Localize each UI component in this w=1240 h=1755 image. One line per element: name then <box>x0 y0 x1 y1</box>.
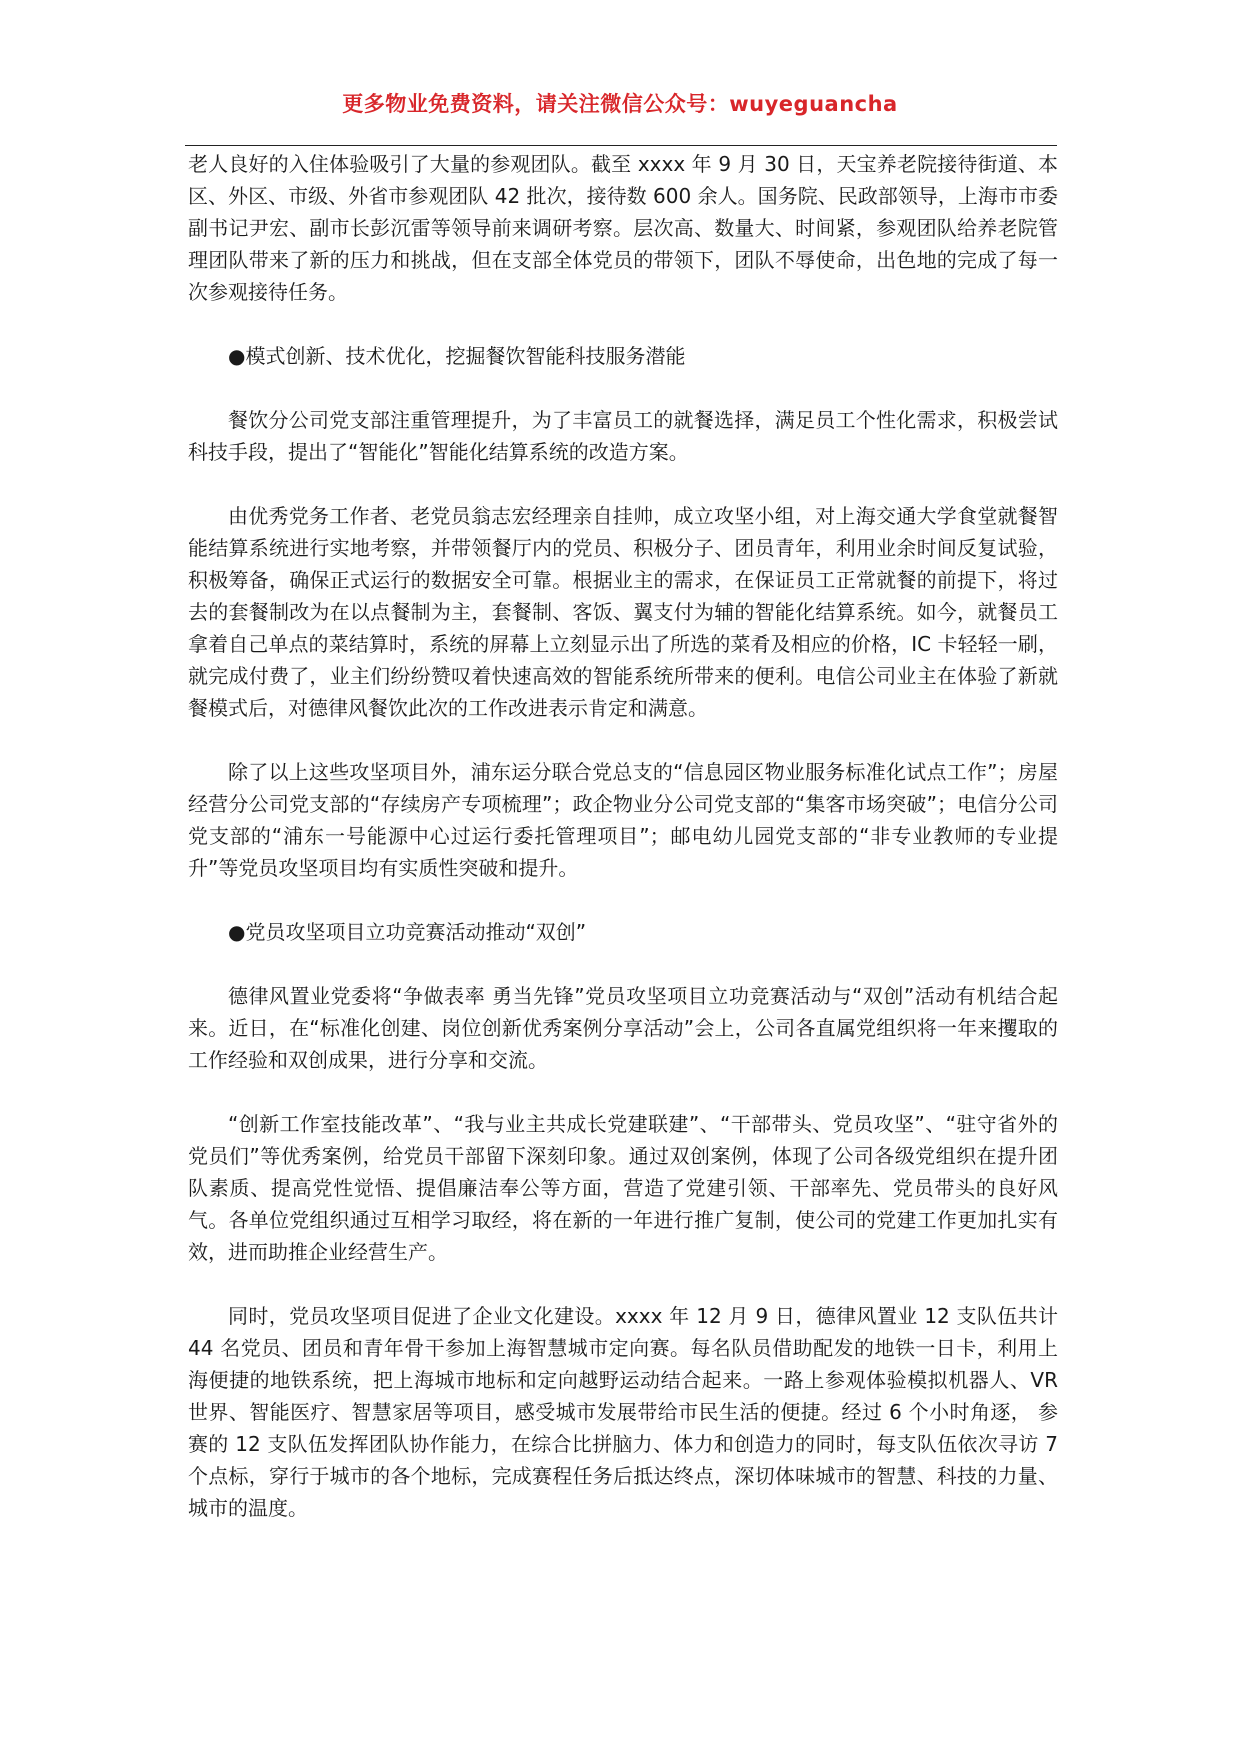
paragraph-visitors: 老人良好的入住体验吸引了大量的参观团队。截至 xxxx 年 9 月 30 日，天宝养老院接待街道、本区、外区、市级、外省市参观团队 42 批次，接待数 600 余人。国务院、民政部领导，上海市市委副书记尹宏、副市长彭沉雷等领导前来调研考察。层次高、数量大、时间紧，参观团队给养老院管理团队带来了新的压力和挑战，但在支部全体党员的带领下，团队不辱使命，出色地的完成了每一次参观接待任务。 <box>188 152 1058 304</box>
page-header-banner: 更多物业免费资料，请关注微信公众号：wuyeguancha <box>342 92 898 116</box>
section-heading-catering-innovation: ●模式创新、技术优化，挖掘餐饮智能科技服务潜能 <box>228 344 686 368</box>
paragraph-catering-intro: 餐饮分公司党支部注重管理提升，为了丰富员工的就餐选择，满足员工个性化需求，积极尝试科技手段，提出了“智能化”智能化结算系统的改造方案。 <box>188 408 1058 464</box>
section-heading-competition: ●党员攻坚项目立功竞赛活动推动“双创” <box>228 920 587 944</box>
paragraph-competition-intro: 德律风置业党委将“争做表率 勇当先锋”党员攻坚项目立功竞赛活动与“双创”活动有机结合起来。近日，在“标准化创建、岗位创新优秀案例分享活动”会上，公司各直属党组织将一年来攫取的工作经验和双创成果，进行分享和交流。 <box>188 984 1058 1072</box>
paragraph-other-projects: 除了以上这些攻坚项目外，浦东运分联合党总支的“信息园区物业服务标准化试点工作”；房屋经营分公司党支部的“存续房产专项梳理”；政企物业分公司党支部的“集客市场突破”；电信分公司党支部的“浦东一号能源中心过运行委托管理项目”；邮电幼儿园党支部的“非专业教师的专业提升”等党员攻坚项目均有实质性突破和提升。 <box>188 760 1058 880</box>
paragraph-cases: “创新工作室技能改革”、“我与业主共成长党建联建”、“干部带头、党员攻坚”、“驻守省外的党员们”等优秀案例，给党员干部留下深刻印象。通过双创案例，体现了公司各级党组织在提升团队素质、提高党性觉悟、提倡廉洁奉公等方面，营造了党建引领、干部率先、党员带头的良好风气。各单位党组织通过互相学习取经，将在新的一年进行推广复制，使公司的党建工作更加扎实有效，进而助推企业经营生产。 <box>188 1112 1058 1264</box>
document-body <box>188 148 1058 1524</box>
header-divider <box>185 145 1057 146</box>
paragraph-catering-details: 由优秀党务工作者、老党员翁志宏经理亲自挂帅，成立攻坚小组，对上海交通大学食堂就餐智能结算系统进行实地考察，并带领餐厅内的党员、积极分子、团员青年，利用业余时间反复试验，积极筹备，确保正式运行的数据安全可靠。根据业主的需求，在保证员工正常就餐的前提下，将过去的套餐制改为在以点餐制为主，套餐制、客饭、翼支付为辅的智能化结算系统。如今，就餐员工拿着自己单点的菜结算时，系统的屏幕上立刻显示出了所选的菜肴及相应的价格，IC 卡轻轻一刷，就完成付费了，业主们纷纷赞叹着快速高效的智能系统所带来的便利。电信公司业主在体验了新就餐模式后，对德律风餐饮此次的工作改进表示肯定和满意。 <box>188 504 1058 720</box>
paragraph-orienteering: 同时，党员攻坚项目促进了企业文化建设。xxxx 年 12 月 9 日，德律风置业 12 支队伍共计 44 名党员、团员和青年骨干参加上海智慧城市定向赛。每名队员借助配发的地铁一日卡，利用上海便捷的地铁系统，把上海城市地标和定向越野运动结合起来。一路上参观体验模拟机器人、VR 世界、智能医疗、智慧家居等项目，感受城市发展带给市民生活的便捷。经过 6 个小时角逐， 参赛的 12 支队伍发挥团队协作能力，在综合比拼脑力、体力和创造力的同时，每支队伍依次寻访 7 个点标，穿行于城市的各个地标，完成赛程任务后抵达终点，深切体味城市的智慧、科技的力量、城市的温度。 <box>188 1304 1058 1520</box>
